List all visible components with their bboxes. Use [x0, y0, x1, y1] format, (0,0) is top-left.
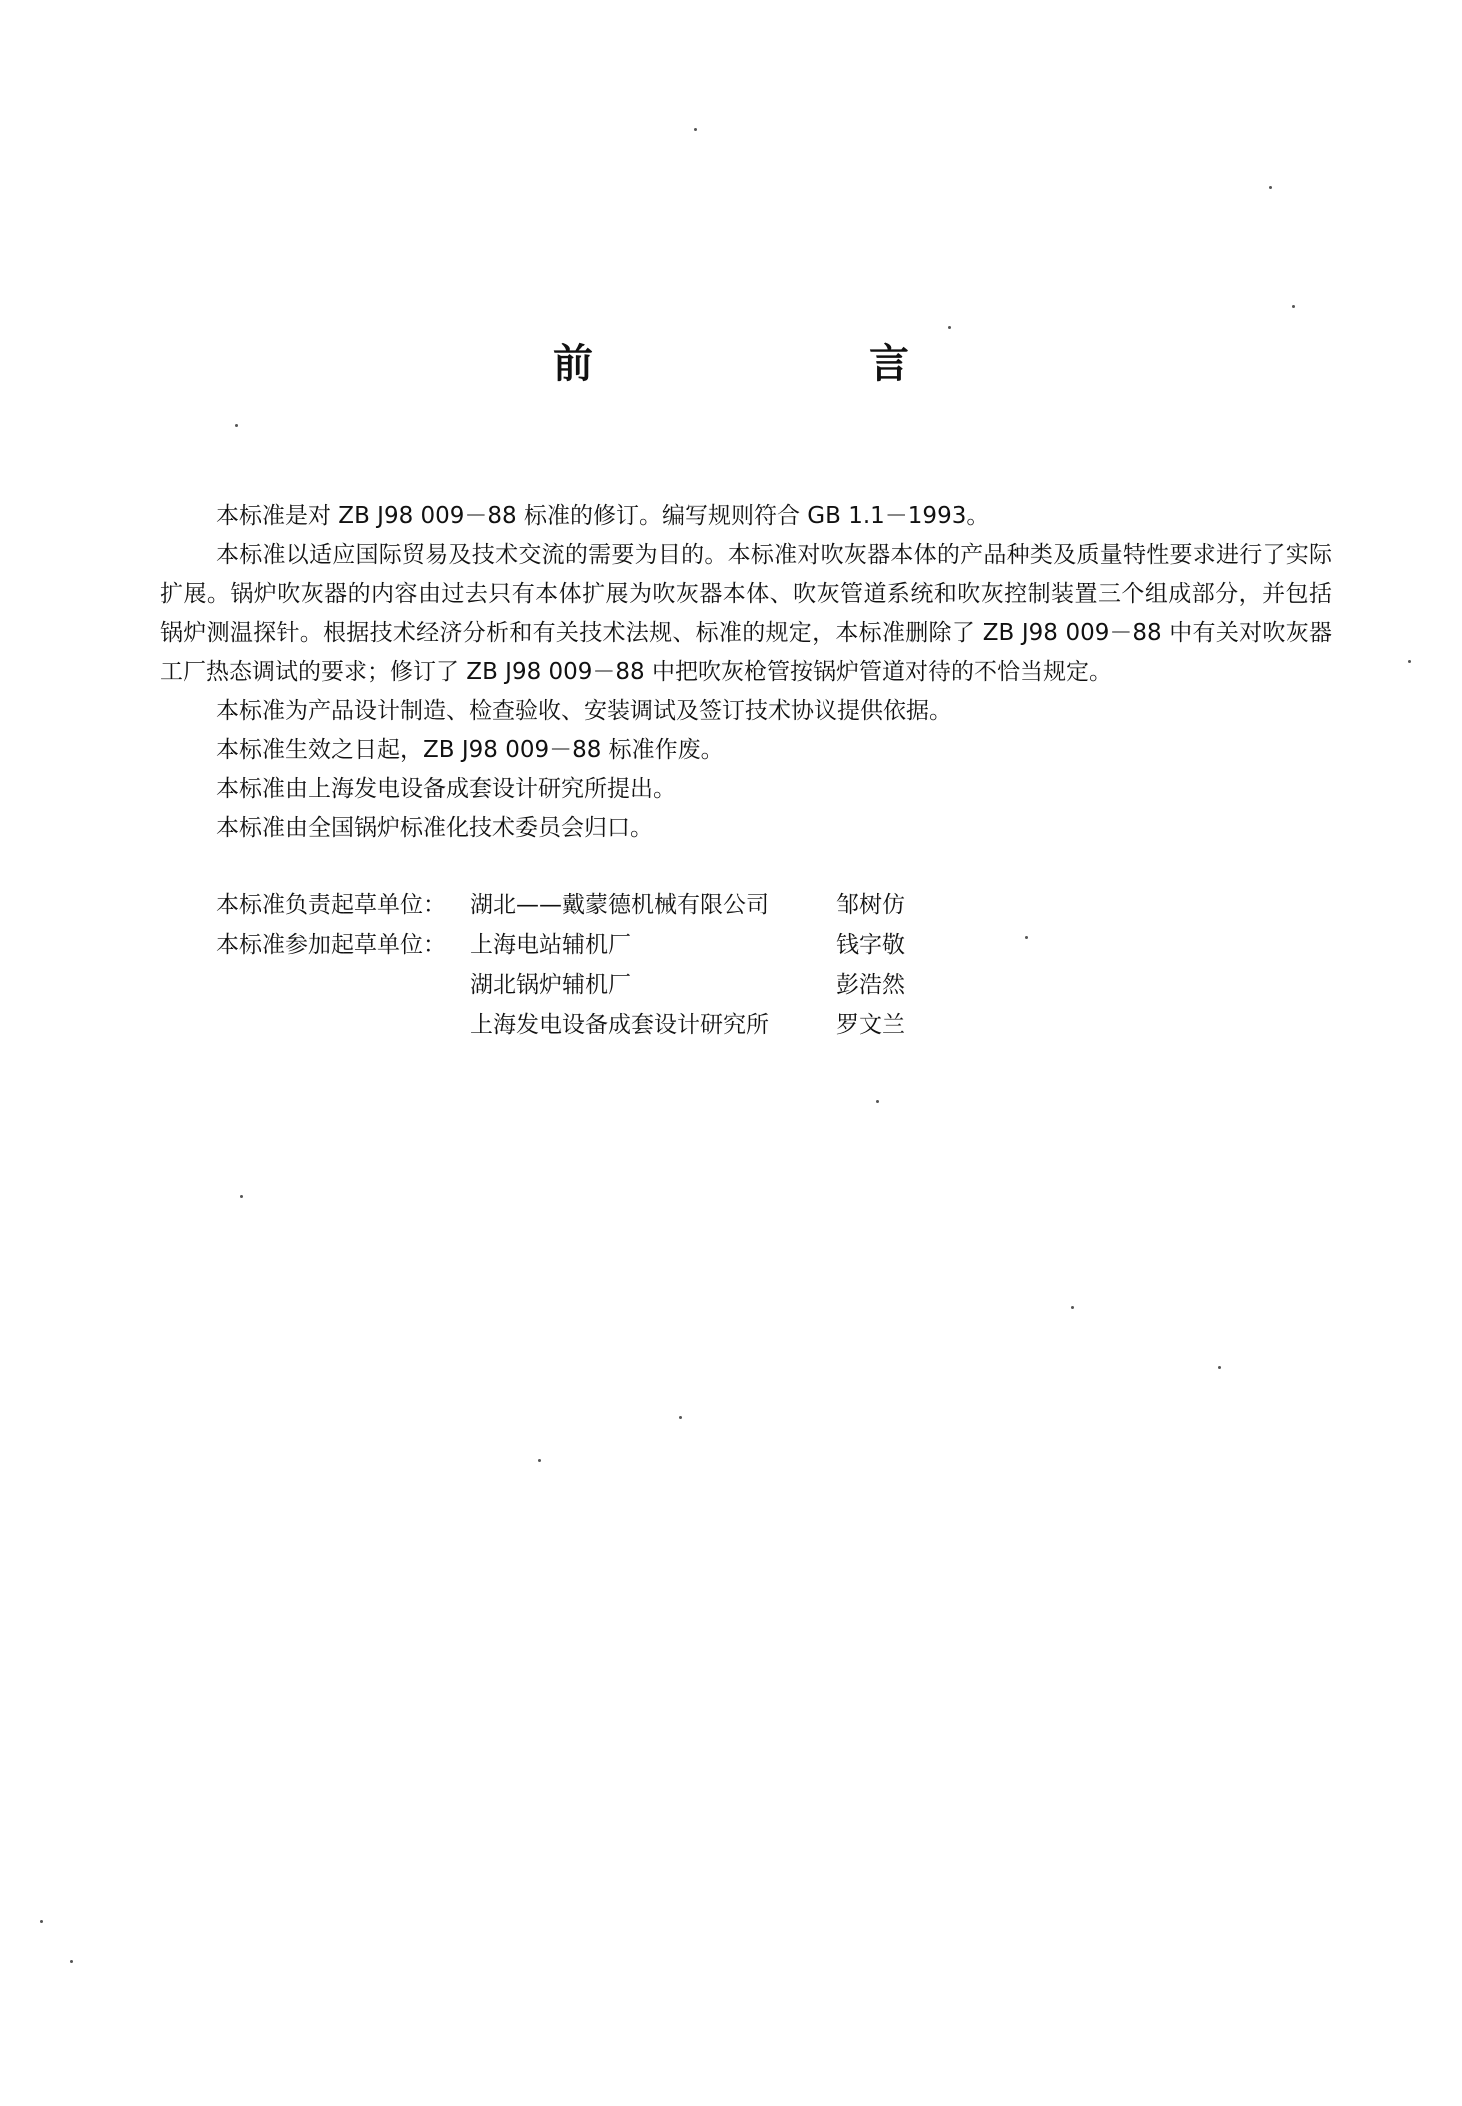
scan-speck [1218, 1366, 1221, 1369]
scan-speck [538, 1459, 541, 1462]
drafter-name: 彭浩然 [836, 972, 905, 998]
drafter-row [216, 925, 905, 965]
drafter-row [216, 1005, 905, 1045]
scan-speck [948, 326, 951, 329]
paragraph-committee: 本标准由全国锅炉标准化技术委员会归口。 [216, 815, 653, 841]
drafter-organization: 上海电站辅机厂 [470, 932, 631, 958]
drafter-role-label [216, 1005, 470, 1045]
drafter-organization: 湖北——戴蒙德机械有限公司 [470, 892, 769, 918]
drafter-name: 罗文兰 [836, 1012, 905, 1038]
drafter-role-label [216, 965, 470, 1005]
scan-speck [1025, 936, 1028, 939]
drafter-name: 钱字敬 [836, 932, 905, 958]
paragraph-revision: 本标准是对 ZB J98 009－88 标准的修订。编写规则符合 GB 1.1－1993。 [216, 503, 990, 529]
drafter-row [216, 885, 905, 925]
scan-speck [679, 1416, 682, 1419]
paragraph-basis: 本标准为产品设计制造、检查验收、安装调试及签订技术协议提供依据。 [216, 698, 952, 724]
scan-speck [1292, 305, 1295, 308]
scan-speck [1408, 660, 1411, 663]
paragraph-proposer: 本标准由上海发电设备成套设计研究所提出。 [216, 776, 676, 802]
scan-speck [40, 1920, 43, 1923]
scan-speck [240, 1195, 243, 1198]
drafter-organization: 湖北锅炉辅机厂 [470, 972, 631, 998]
drafter-row [216, 965, 905, 1005]
drafter-role-label: 本标准负责起草单位： [216, 892, 446, 918]
scan-speck [694, 128, 697, 131]
scan-speck [235, 424, 238, 427]
drafter-name: 邹树仿 [836, 892, 905, 918]
drafters-list [216, 885, 905, 1045]
scan-speck [70, 1960, 73, 1963]
drafter-role-label: 本标准参加起草单位： [216, 932, 446, 958]
drafter-organization: 上海发电设备成套设计研究所 [470, 1012, 769, 1038]
foreword-body [160, 497, 1332, 848]
paragraph-supersede: 本标准生效之日起，ZB J98 009－88 标准作废。 [216, 737, 724, 763]
scan-speck [1071, 1306, 1074, 1309]
scan-speck [1269, 186, 1272, 189]
scan-speck [876, 1100, 879, 1103]
page-title: 前 言 [553, 341, 1027, 387]
paragraph-purpose: 本标准以适应国际贸易及技术交流的需要为目的。本标准对吹灰器本体的产品种类及质量特性要求进行了实际扩展。锅炉吹灰器的内容由过去只有本体扩展为吹灰器本体、吹灰管道系统和吹灰控制装置三个组成部分，并包括锅炉测温探针。根据技术经济分析和有关技术法规、标准的规定，本标准删除了 ZB J98 009－88 中有关对吹灰器工厂热态调试的要求；修订了 ZB J98 009－88 中把吹灰枪管按锅炉管道对待的不恰当规定。 [160, 542, 1332, 685]
